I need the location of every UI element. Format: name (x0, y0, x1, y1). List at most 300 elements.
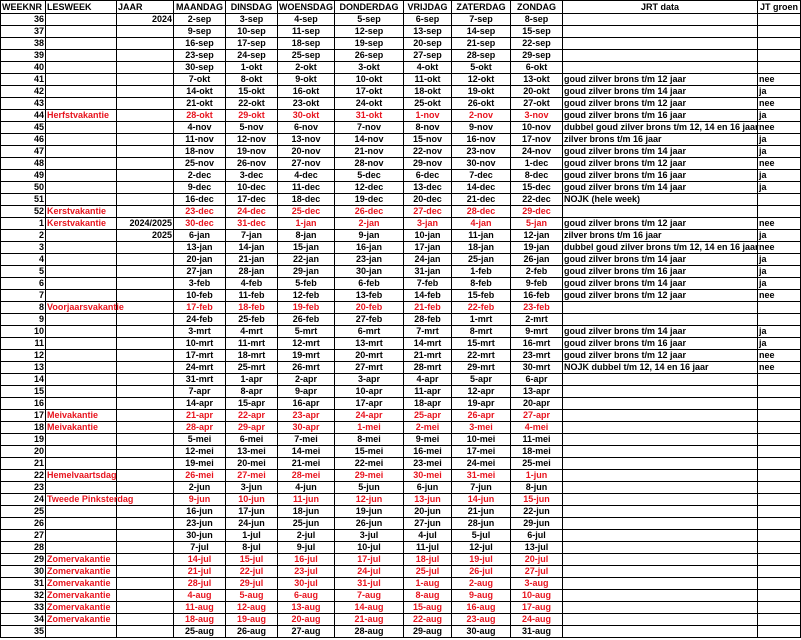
zondag-cell[interactable]: 9-feb (511, 278, 563, 290)
donderdag-cell[interactable]: 26-sep (335, 50, 404, 62)
donderdag-cell[interactable]: 31-okt (335, 110, 404, 122)
weeknr-cell[interactable]: 33 (1, 602, 46, 614)
weeknr-cell[interactable]: 46 (1, 134, 46, 146)
weeknr-cell[interactable]: 4 (1, 254, 46, 266)
zaterdag-cell[interactable]: 28-dec (452, 206, 511, 218)
maandag-cell[interactable]: 24-feb (174, 314, 226, 326)
zaterdag-cell[interactable]: 3-mei (452, 422, 511, 434)
woensdag-cell[interactable]: 11-dec (278, 182, 335, 194)
donderdag-cell[interactable]: 31-jul (335, 578, 404, 590)
jaar-cell[interactable] (117, 26, 174, 38)
lesweek-cell[interactable] (46, 50, 117, 62)
donderdag-cell[interactable]: 30-jan (335, 266, 404, 278)
woensdag-cell[interactable]: 22-jan (278, 254, 335, 266)
woensdag-cell[interactable]: 9-okt (278, 74, 335, 86)
donderdag-cell[interactable]: 29-mei (335, 470, 404, 482)
jaar-cell[interactable] (117, 362, 174, 374)
jt-groen-cell[interactable] (758, 458, 801, 470)
jrt-data-cell[interactable] (563, 410, 758, 422)
jrt-data-cell[interactable] (563, 386, 758, 398)
lesweek-cell[interactable] (46, 482, 117, 494)
vrijdag-cell[interactable]: 27-sep (404, 50, 452, 62)
dinsdag-cell[interactable]: 22-apr (226, 410, 278, 422)
dinsdag-cell[interactable]: 5-aug (226, 590, 278, 602)
jt-groen-cell[interactable]: nee (758, 290, 801, 302)
jt-groen-cell[interactable] (758, 614, 801, 626)
donderdag-cell[interactable]: 15-mei (335, 446, 404, 458)
weeknr-cell[interactable]: 42 (1, 86, 46, 98)
weeknr-cell[interactable]: 43 (1, 98, 46, 110)
zondag-cell[interactable]: 31-aug (511, 626, 563, 638)
maandag-cell[interactable]: 10-feb (174, 290, 226, 302)
woensdag-cell[interactable]: 11-jun (278, 494, 335, 506)
zaterdag-cell[interactable]: 28-sep (452, 50, 511, 62)
woensdag-cell[interactable]: 23-okt (278, 98, 335, 110)
weeknr-cell[interactable]: 20 (1, 446, 46, 458)
jaar-cell[interactable] (117, 470, 174, 482)
zondag-cell[interactable]: 5-jan (511, 218, 563, 230)
weeknr-cell[interactable]: 35 (1, 626, 46, 638)
lesweek-cell[interactable] (46, 194, 117, 206)
zondag-cell[interactable]: 27-okt (511, 98, 563, 110)
jaar-cell[interactable] (117, 242, 174, 254)
zondag-cell[interactable]: 17-nov (511, 134, 563, 146)
vrijdag-cell[interactable]: 21-mrt (404, 350, 452, 362)
jrt-data-cell[interactable]: goud zilver brons t/m 12 jaar (563, 290, 758, 302)
maandag-cell[interactable]: 28-okt (174, 110, 226, 122)
woensdag-cell[interactable]: 21-mei (278, 458, 335, 470)
dinsdag-cell[interactable]: 14-jan (226, 242, 278, 254)
jaar-cell[interactable] (117, 314, 174, 326)
lesweek-cell[interactable]: Zomervakantie (46, 554, 117, 566)
jt-groen-cell[interactable] (758, 566, 801, 578)
dinsdag-cell[interactable]: 19-aug (226, 614, 278, 626)
woensdag-cell[interactable]: 23-jul (278, 566, 335, 578)
woensdag-cell[interactable]: 12-mrt (278, 338, 335, 350)
woensdag-cell[interactable]: 19-mrt (278, 350, 335, 362)
zaterdag-cell[interactable]: 26-jul (452, 566, 511, 578)
donderdag-cell[interactable]: 20-feb (335, 302, 404, 314)
lesweek-cell[interactable] (46, 26, 117, 38)
jrt-data-cell[interactable]: goud zilver brons t/m 12 jaar (563, 98, 758, 110)
donderdag-cell[interactable]: 24-okt (335, 98, 404, 110)
dinsdag-cell[interactable]: 26-nov (226, 158, 278, 170)
jaar-cell[interactable]: 2024 (117, 14, 174, 26)
woensdag-cell[interactable]: 9-apr (278, 386, 335, 398)
zaterdag-cell[interactable]: 19-jul (452, 554, 511, 566)
zaterdag-cell[interactable]: 7-dec (452, 170, 511, 182)
zondag-cell[interactable]: 29-jun (511, 518, 563, 530)
jaar-cell[interactable] (117, 590, 174, 602)
vrijdag-cell[interactable]: 7-mrt (404, 326, 452, 338)
zondag-cell[interactable]: 10-aug (511, 590, 563, 602)
dinsdag-cell[interactable]: 15-apr (226, 398, 278, 410)
jaar-cell[interactable] (117, 566, 174, 578)
zondag-cell[interactable]: 20-jul (511, 554, 563, 566)
weeknr-cell[interactable]: 24 (1, 494, 46, 506)
jrt-data-cell[interactable]: goud zilver brons t/m 12 jaar (563, 74, 758, 86)
donderdag-cell[interactable]: 10-okt (335, 74, 404, 86)
dinsdag-cell[interactable]: 3-jun (226, 482, 278, 494)
weeknr-cell[interactable]: 16 (1, 398, 46, 410)
jaar-cell[interactable] (117, 182, 174, 194)
jt-groen-cell[interactable]: ja (758, 230, 801, 242)
lesweek-cell[interactable] (46, 446, 117, 458)
header-zaterdag[interactable]: ZATERDAG (452, 1, 511, 14)
donderdag-cell[interactable]: 28-aug (335, 626, 404, 638)
jrt-data-cell[interactable] (563, 26, 758, 38)
donderdag-cell[interactable]: 12-dec (335, 182, 404, 194)
zaterdag-cell[interactable]: 30-nov (452, 158, 511, 170)
jrt-data-cell[interactable] (563, 62, 758, 74)
zaterdag-cell[interactable]: 11-jan (452, 230, 511, 242)
header-woensdag[interactable]: WOENSDAG (279, 1, 333, 12)
zaterdag-cell[interactable]: 5-jul (452, 530, 511, 542)
donderdag-cell[interactable]: 16-jan (335, 242, 404, 254)
vrijdag-cell[interactable]: 25-jul (404, 566, 452, 578)
zaterdag-cell[interactable]: 14-jun (452, 494, 511, 506)
woensdag-cell[interactable]: 29-jan (278, 266, 335, 278)
zondag-cell[interactable]: 26-jan (511, 254, 563, 266)
jt-groen-cell[interactable] (758, 398, 801, 410)
donderdag-cell[interactable]: 17-apr (335, 398, 404, 410)
jaar-cell[interactable] (117, 626, 174, 638)
donderdag-cell[interactable]: 3-okt (335, 62, 404, 74)
jaar-cell[interactable]: 2024/2025 (117, 218, 174, 230)
lesweek-cell[interactable] (46, 518, 117, 530)
maandag-cell[interactable]: 31-mrt (174, 374, 226, 386)
jrt-data-cell[interactable] (563, 206, 758, 218)
zaterdag-cell[interactable]: 18-jan (452, 242, 511, 254)
maandag-cell[interactable]: 16-dec (174, 194, 226, 206)
zondag-cell[interactable]: 30-mrt (511, 362, 563, 374)
jrt-data-cell[interactable] (563, 398, 758, 410)
dinsdag-cell[interactable]: 24-sep (226, 50, 278, 62)
dinsdag-cell[interactable]: 24-jun (226, 518, 278, 530)
zondag-cell[interactable]: 13-jul (511, 542, 563, 554)
dinsdag-cell[interactable]: 18-mrt (226, 350, 278, 362)
zaterdag-cell[interactable]: 15-feb (452, 290, 511, 302)
jaar-cell[interactable] (117, 518, 174, 530)
jt-groen-cell[interactable]: nee (758, 158, 801, 170)
jaar-cell[interactable] (117, 146, 174, 158)
maandag-cell[interactable]: 28-apr (174, 422, 226, 434)
woensdag-cell[interactable]: 25-jun (278, 518, 335, 530)
lesweek-cell[interactable]: Zomervakantie (46, 566, 117, 578)
header-jaar[interactable]: JAAR (117, 1, 174, 14)
donderdag-cell[interactable]: 12-jun (335, 494, 404, 506)
woensdag-cell[interactable]: 2-jul (278, 530, 335, 542)
zaterdag-cell[interactable]: 1-feb (452, 266, 511, 278)
zaterdag-cell[interactable]: 29-mrt (452, 362, 511, 374)
jrt-data-cell[interactable]: goud zilver brons t/m 14 jaar (563, 146, 758, 158)
vrijdag-cell[interactable]: 23-mei (404, 458, 452, 470)
maandag-cell[interactable]: 18-nov (174, 146, 226, 158)
lesweek-cell[interactable] (46, 506, 117, 518)
jrt-data-cell[interactable]: goud zilver brons t/m 16 jaar (563, 266, 758, 278)
jaar-cell[interactable] (117, 302, 174, 314)
maandag-cell[interactable]: 6-jan (174, 230, 226, 242)
jt-groen-cell[interactable] (758, 530, 801, 542)
dinsdag-cell[interactable]: 10-sep (226, 26, 278, 38)
weeknr-cell[interactable]: 25 (1, 506, 46, 518)
zondag-cell[interactable]: 6-jul (511, 530, 563, 542)
dinsdag-cell[interactable]: 18-feb (226, 302, 278, 314)
lesweek-cell[interactable]: Zomervakantie (46, 578, 117, 590)
zondag-cell[interactable]: 3-nov (511, 110, 563, 122)
jrt-data-cell[interactable] (563, 38, 758, 50)
zondag-cell[interactable]: 29-dec (511, 206, 563, 218)
zaterdag-cell[interactable]: 26-apr (452, 410, 511, 422)
donderdag-cell[interactable]: 3-jul (335, 530, 404, 542)
maandag-cell[interactable]: 12-mei (174, 446, 226, 458)
vrijdag-cell[interactable]: 4-jul (404, 530, 452, 542)
vrijdag-cell[interactable]: 8-aug (404, 590, 452, 602)
jaar-cell[interactable] (117, 446, 174, 458)
jrt-data-cell[interactable]: goud zilver brons t/m 14 jaar (563, 326, 758, 338)
jaar-cell[interactable] (117, 134, 174, 146)
jt-groen-cell[interactable] (758, 590, 801, 602)
dinsdag-cell[interactable]: 22-jul (226, 566, 278, 578)
zondag-cell[interactable]: 27-apr (511, 410, 563, 422)
maandag-cell[interactable]: 24-mrt (174, 362, 226, 374)
lesweek-cell[interactable]: Zomervakantie (46, 614, 117, 626)
woensdag-cell[interactable]: 19-feb (278, 302, 335, 314)
vrijdag-cell[interactable]: 1-nov (404, 110, 452, 122)
donderdag-cell[interactable]: 28-nov (335, 158, 404, 170)
jrt-data-cell[interactable] (563, 530, 758, 542)
header-dinsdag[interactable]: DINSDAG (226, 1, 278, 14)
zaterdag-cell[interactable]: 12-okt (452, 74, 511, 86)
vrijdag-cell[interactable]: 2-mei (404, 422, 452, 434)
woensdag-cell[interactable]: 18-sep (278, 38, 335, 50)
vrijdag-cell[interactable]: 13-sep (404, 26, 452, 38)
maandag-cell[interactable]: 18-aug (174, 614, 226, 626)
weeknr-cell[interactable]: 17 (1, 410, 46, 422)
vrijdag-cell[interactable]: 22-aug (404, 614, 452, 626)
maandag-cell[interactable]: 3-mrt (174, 326, 226, 338)
zondag-cell[interactable]: 15-dec (511, 182, 563, 194)
maandag-cell[interactable]: 25-aug (174, 626, 226, 638)
vrijdag-cell[interactable]: 11-apr (404, 386, 452, 398)
vrijdag-cell[interactable]: 22-nov (404, 146, 452, 158)
jt-groen-cell[interactable] (758, 386, 801, 398)
header-vrijdag[interactable]: VRIJDAG (404, 1, 452, 14)
lesweek-cell[interactable]: Kerstvakantie (46, 206, 117, 218)
zaterdag-cell[interactable]: 8-mrt (452, 326, 511, 338)
weeknr-cell[interactable]: 39 (1, 50, 46, 62)
woensdag-cell[interactable]: 25-dec (278, 206, 335, 218)
weeknr-cell[interactable]: 6 (1, 278, 46, 290)
vrijdag-cell[interactable]: 24-jan (404, 254, 452, 266)
dinsdag-cell[interactable]: 11-mrt (226, 338, 278, 350)
dinsdag-cell[interactable]: 8-jul (226, 542, 278, 554)
zaterdag-cell[interactable]: 12-jul (452, 542, 511, 554)
dinsdag-cell[interactable]: 26-aug (226, 626, 278, 638)
dinsdag-cell[interactable]: 19-nov (226, 146, 278, 158)
jt-groen-cell[interactable] (758, 434, 801, 446)
donderdag-cell[interactable]: 7-aug (335, 590, 404, 602)
vrijdag-cell[interactable]: 6-sep (404, 14, 452, 26)
woensdag-cell[interactable]: 18-dec (278, 194, 335, 206)
jt-groen-cell[interactable] (758, 578, 801, 590)
weeknr-cell[interactable]: 9 (1, 314, 46, 326)
jt-groen-cell[interactable] (758, 482, 801, 494)
jt-groen-cell[interactable]: nee (758, 122, 801, 134)
maandag-cell[interactable]: 21-okt (174, 98, 226, 110)
zondag-cell[interactable]: 2-feb (511, 266, 563, 278)
dinsdag-cell[interactable]: 17-dec (226, 194, 278, 206)
woensdag-cell[interactable]: 9-jul (278, 542, 335, 554)
jrt-data-cell[interactable] (563, 302, 758, 314)
jrt-data-cell[interactable]: goud zilver brons t/m 14 jaar (563, 86, 758, 98)
maandag-cell[interactable]: 25-nov (174, 158, 226, 170)
vrijdag-cell[interactable]: 8-nov (404, 122, 452, 134)
jt-groen-cell[interactable] (758, 302, 801, 314)
woensdag-cell[interactable]: 14-mei (278, 446, 335, 458)
jt-groen-cell[interactable] (758, 206, 801, 218)
maandag-cell[interactable]: 7-jul (174, 542, 226, 554)
dinsdag-cell[interactable]: 4-mrt (226, 326, 278, 338)
dinsdag-cell[interactable]: 10-dec (226, 182, 278, 194)
jrt-data-cell[interactable] (563, 590, 758, 602)
dinsdag-cell[interactable]: 12-aug (226, 602, 278, 614)
maandag-cell[interactable]: 23-dec (174, 206, 226, 218)
zondag-cell[interactable]: 19-jan (511, 242, 563, 254)
zondag-cell[interactable]: 24-nov (511, 146, 563, 158)
jrt-data-cell[interactable]: goud zilver brons t/m 16 jaar (563, 338, 758, 350)
zaterdag-cell[interactable]: 2-aug (452, 578, 511, 590)
lesweek-cell[interactable] (46, 398, 117, 410)
vrijdag-cell[interactable]: 29-nov (404, 158, 452, 170)
woensdag-cell[interactable]: 4-dec (278, 170, 335, 182)
jrt-data-cell[interactable] (563, 434, 758, 446)
jaar-cell[interactable] (117, 110, 174, 122)
jaar-cell[interactable] (117, 374, 174, 386)
jrt-data-cell[interactable] (563, 494, 758, 506)
zondag-cell[interactable]: 8-dec (511, 170, 563, 182)
jt-groen-cell[interactable] (758, 50, 801, 62)
zondag-cell[interactable]: 18-mei (511, 446, 563, 458)
woensdag-cell[interactable]: 2-apr (278, 374, 335, 386)
woensdag-cell[interactable]: 6-aug (278, 590, 335, 602)
donderdag-cell[interactable]: 6-mrt (335, 326, 404, 338)
header-jt-groen[interactable]: JT groen (758, 1, 801, 14)
woensdag-cell[interactable]: 16-okt (278, 86, 335, 98)
zondag-cell[interactable]: 8-sep (511, 14, 563, 26)
jrt-data-cell[interactable] (563, 518, 758, 530)
zaterdag-cell[interactable]: 9-aug (452, 590, 511, 602)
maandag-cell[interactable]: 17-feb (174, 302, 226, 314)
jt-groen-cell[interactable] (758, 14, 801, 26)
jt-groen-cell[interactable] (758, 194, 801, 206)
jt-groen-cell[interactable] (758, 26, 801, 38)
maandag-cell[interactable]: 4-aug (174, 590, 226, 602)
header-donderdag[interactable]: DONDERDAG (335, 1, 404, 14)
zaterdag-cell[interactable]: 15-mrt (452, 338, 511, 350)
vrijdag-cell[interactable]: 10-jan (404, 230, 452, 242)
maandag-cell[interactable]: 16-sep (174, 38, 226, 50)
zaterdag-cell[interactable]: 4-jan (452, 218, 511, 230)
jaar-cell[interactable] (117, 122, 174, 134)
donderdag-cell[interactable]: 27-mrt (335, 362, 404, 374)
zondag-cell[interactable]: 3-aug (511, 578, 563, 590)
zaterdag-cell[interactable]: 7-sep (452, 14, 511, 26)
jt-groen-cell[interactable]: ja (758, 86, 801, 98)
maandag-cell[interactable]: 28-jul (174, 578, 226, 590)
woensdag-cell[interactable]: 13-aug (278, 602, 335, 614)
maandag-cell[interactable]: 27-jan (174, 266, 226, 278)
zaterdag-cell[interactable]: 26-okt (452, 98, 511, 110)
lesweek-cell[interactable]: Hemelvaartsdag (47, 470, 117, 480)
donderdag-cell[interactable]: 10-jul (335, 542, 404, 554)
zondag-cell[interactable]: 8-jun (511, 482, 563, 494)
zaterdag-cell[interactable]: 9-nov (452, 122, 511, 134)
woensdag-cell[interactable]: 30-okt (278, 110, 335, 122)
weeknr-cell[interactable]: 15 (1, 386, 46, 398)
jaar-cell[interactable] (117, 290, 174, 302)
zaterdag-cell[interactable]: 1-mrt (452, 314, 511, 326)
vrijdag-cell[interactable]: 15-aug (404, 602, 452, 614)
zondag-cell[interactable]: 11-mei (511, 434, 563, 446)
maandag-cell[interactable]: 5-mei (174, 434, 226, 446)
woensdag-cell[interactable]: 23-apr (278, 410, 335, 422)
jt-groen-cell[interactable]: ja (758, 266, 801, 278)
donderdag-cell[interactable]: 10-apr (335, 386, 404, 398)
donderdag-cell[interactable]: 19-dec (335, 194, 404, 206)
lesweek-cell[interactable]: Meivakantie (46, 410, 117, 422)
dinsdag-cell[interactable]: 22-okt (226, 98, 278, 110)
weeknr-cell[interactable]: 44 (1, 110, 46, 122)
donderdag-cell[interactable]: 7-nov (335, 122, 404, 134)
woensdag-cell[interactable]: 6-nov (278, 122, 335, 134)
jrt-data-cell[interactable] (563, 374, 758, 386)
header-zondag[interactable]: ZONDAG (511, 1, 563, 14)
weeknr-cell[interactable]: 18 (1, 422, 46, 434)
jt-groen-cell[interactable] (758, 38, 801, 50)
vrijdag-cell[interactable]: 18-okt (404, 86, 452, 98)
donderdag-cell[interactable]: 17-okt (335, 86, 404, 98)
jrt-data-cell[interactable] (563, 578, 758, 590)
jrt-data-cell[interactable]: NOJK dubbel t/m 12, 14 en 16 jaar (563, 362, 758, 374)
woensdag-cell[interactable]: 20-aug (278, 614, 335, 626)
jaar-cell[interactable] (117, 458, 174, 470)
lesweek-cell[interactable] (46, 374, 117, 386)
weeknr-cell[interactable]: 31 (1, 578, 46, 590)
lesweek-cell[interactable]: Tweede Pinksterdag (47, 494, 134, 504)
vrijdag-cell[interactable]: 27-dec (404, 206, 452, 218)
woensdag-cell[interactable]: 28-mei (278, 470, 335, 482)
donderdag-cell[interactable]: 24-jul (335, 566, 404, 578)
lesweek-cell[interactable] (46, 170, 117, 182)
dinsdag-cell[interactable]: 31-dec (226, 218, 278, 230)
jrt-data-cell[interactable] (563, 470, 758, 482)
dinsdag-cell[interactable]: 10-jun (226, 494, 278, 506)
woensdag-cell[interactable]: 1-jan (278, 218, 335, 230)
zondag-cell[interactable]: 22-sep (511, 38, 563, 50)
woensdag-cell[interactable]: 16-apr (278, 398, 335, 410)
lesweek-cell[interactable] (46, 146, 117, 158)
lesweek-cell[interactable] (46, 134, 117, 146)
jaar-cell[interactable] (117, 554, 174, 566)
jaar-cell[interactable] (117, 530, 174, 542)
vrijdag-cell[interactable]: 20-dec (404, 194, 452, 206)
jaar-cell[interactable]: 2025 (117, 230, 174, 242)
vrijdag-cell[interactable]: 20-sep (404, 38, 452, 50)
jaar-cell[interactable] (117, 266, 174, 278)
lesweek-cell[interactable]: Herfstvakantie (46, 110, 117, 122)
zondag-cell[interactable]: 27-jul (511, 566, 563, 578)
